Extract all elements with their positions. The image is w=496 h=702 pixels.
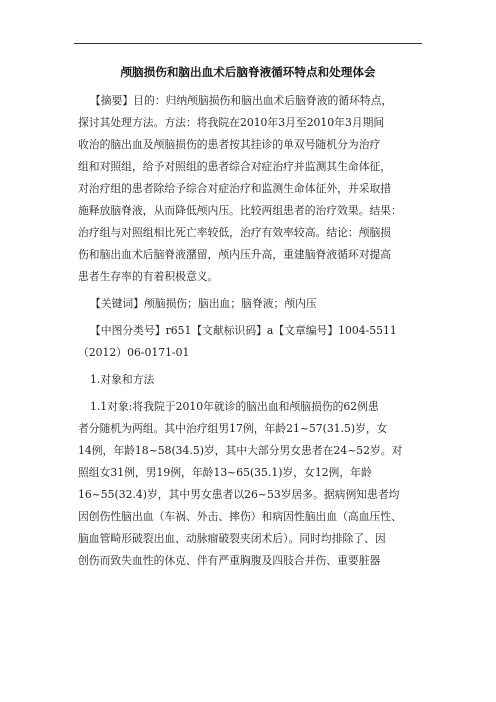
- abstract-line: 探讨其处理方法。方法：将我院在2010年3月至2010年3月期间: [78, 116, 385, 129]
- classification-paragraph: [78, 320, 436, 364]
- abstract-line: 收治的脑出血及颅脑损伤的患者按其挂诊的单双号随机分为治疗: [78, 138, 381, 151]
- section-heading: 1.对象和方法: [90, 373, 155, 386]
- section-line: 16~55(32.4)岁，其中男女患者以26~53岁居多。据病例知患者均: [78, 488, 400, 501]
- section-line: 因创伤性脑出血（车祸、外击、摔伤）和病因性脑出血（高血压性、: [78, 510, 402, 523]
- abstract-line: 伤和脑出血术后脑脊液潴留，颅内压升高，重建脑脊液循环对提高: [78, 248, 392, 261]
- header-rule: [74, 43, 422, 44]
- classification-line: 【中图分类号】r651【文献标识码】a【文章编号】1004-5511: [90, 324, 397, 337]
- section-line: 1.1对象:将我院于2010年就诊的脑出血和颅脑损伤的62例患: [90, 400, 379, 413]
- abstract-paragraph: [78, 90, 436, 288]
- section-line: 14例，年龄18~58(34.5)岁，其中大部分男女患者在24~52岁。对: [78, 444, 403, 457]
- section-line: 者分随机为两组。其中治疗组男17例，年龄21~57(31.5)岁，女: [78, 422, 388, 435]
- abstract-line: 组和对照组，给予对照组的患者综合对症治疗并监测其生命体征，: [78, 160, 392, 173]
- abstract-line: 施释放脑脊液，从而降低颅内压。比较两组患者的治疗效果。结果：: [78, 204, 402, 217]
- abstract-line: 患者生存率的有着积极意义。: [78, 270, 219, 283]
- classification-line: （2012）06-0171-01: [78, 346, 190, 359]
- keywords-paragraph: [90, 293, 436, 315]
- section-1-1-paragraph: [78, 396, 436, 572]
- abstract-line: 对治疗组的患者除给予综合对症治疗和监测生命体征外，并采取措: [78, 182, 392, 195]
- keywords-line: 【关键词】颅脑损伤；脑出血；脑脊液；颅内压: [90, 297, 317, 310]
- section-line: 脑血管畸形破裂出血、动脉瘤破裂夹闭术后）。同时均排除了、因: [78, 532, 386, 545]
- abstract-line: 【摘要】目的：归纳颅脑损伤和脑出血术后脑脊液的循环特点，: [90, 94, 393, 107]
- section-line: 创伤而致失血性的休克、伴有严重胸腹及四肢合并伤、重要脏器: [78, 554, 381, 567]
- abstract-line: 治疗组与对照组相比死亡率较低，治疗有效率较高。结论：颅脑损: [78, 226, 392, 239]
- section-line: 照组女31例，男19例，年龄13~65(35.1)岁，女12例，年龄: [78, 466, 372, 479]
- article-body: [78, 90, 436, 577]
- section-heading-paragraph: [90, 369, 436, 391]
- article-title: 颅脑损伤和脑出血术后脑脊液循环特点和处理体会: [120, 65, 376, 79]
